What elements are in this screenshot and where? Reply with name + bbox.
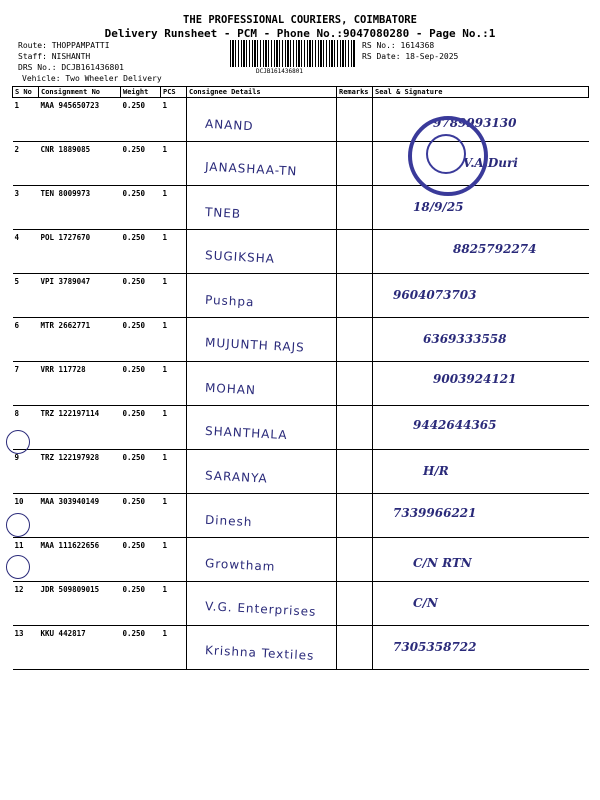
row-consignee-cell — [187, 98, 337, 142]
row-signature: V.A.Duri — [463, 156, 518, 170]
row-weight: 0.250 — [121, 626, 161, 670]
row-consignment-no: VRR 117728 — [39, 362, 121, 406]
table-header-row — [13, 87, 589, 98]
row-pcs: 1 — [161, 230, 187, 274]
col-remarks: Remarks — [337, 87, 373, 98]
table-row — [13, 450, 589, 494]
row-mark-circle-12 — [6, 555, 30, 579]
row-consignee-handwritten: Growtham — [204, 556, 276, 574]
row-sno: 11 — [13, 538, 39, 582]
row-consignee-handwritten: Dinesh — [204, 512, 253, 530]
row-signature: C/N — [413, 596, 438, 610]
row-sno: 13 — [13, 626, 39, 670]
row-signature-cell — [373, 450, 589, 494]
row-sno: 2 — [13, 142, 39, 186]
row-sno: 10 — [13, 494, 39, 538]
col-consignment: Consignment No — [39, 87, 121, 98]
row-consignee-handwritten: V.G. Enterprises — [204, 599, 317, 619]
row-remarks — [337, 362, 373, 406]
row-sno: 3 — [13, 186, 39, 230]
row-sno: 4 — [13, 230, 39, 274]
row-consignment-no: JDR 509809015 — [39, 582, 121, 626]
staff-label: Staff: NISHANTH — [18, 52, 91, 61]
row-signature: 9789993130 — [433, 116, 517, 130]
row-signature-cell — [373, 186, 589, 230]
row-remarks — [337, 538, 373, 582]
row-signature: 9442644365 — [413, 418, 497, 432]
rs-number: RS No.: 1614368 — [362, 41, 435, 50]
row-pcs: 1 — [161, 98, 187, 142]
row-signature-cell — [373, 230, 589, 274]
row-consignee-handwritten: SHANTHALA — [204, 423, 288, 443]
table-row — [13, 626, 589, 670]
row-consignee-cell — [187, 406, 337, 450]
runsheet-table — [12, 86, 589, 670]
row-consignment-no: VPI 3789047 — [39, 274, 121, 318]
route-label: Route: THOPPAMPATTI — [18, 41, 110, 50]
row-consignee-cell — [187, 582, 337, 626]
row-remarks — [337, 626, 373, 670]
row-pcs: 1 — [161, 186, 187, 230]
row-signature-cell — [373, 274, 589, 318]
row-pcs: 1 — [161, 538, 187, 582]
row-remarks — [337, 142, 373, 186]
row-pcs: 1 — [161, 318, 187, 362]
row-consignee-cell — [187, 186, 337, 230]
row-signature: 7339966221 — [393, 506, 477, 520]
barcode-text: DCJB161436801 — [256, 68, 303, 75]
row-consignee-cell — [187, 450, 337, 494]
row-pcs: 1 — [161, 142, 187, 186]
row-weight: 0.250 — [121, 142, 161, 186]
row-pcs: 1 — [161, 626, 187, 670]
row-weight: 0.250 — [121, 274, 161, 318]
row-consignee-cell — [187, 274, 337, 318]
row-weight: 0.250 — [121, 406, 161, 450]
row-sno: 7 — [13, 362, 39, 406]
row-mark-circle-9 — [6, 430, 30, 454]
row-sno: 6 — [13, 318, 39, 362]
row-pcs: 1 — [161, 274, 187, 318]
table-row — [13, 230, 589, 274]
table-row — [13, 494, 589, 538]
row-pcs: 1 — [161, 582, 187, 626]
row-signature: 6369333558 — [423, 332, 507, 346]
row-signature-cell — [373, 626, 589, 670]
row-remarks — [337, 494, 373, 538]
row-signature-cell — [373, 406, 589, 450]
row-signature: 9003924121 — [433, 372, 517, 386]
row-weight: 0.250 — [121, 538, 161, 582]
row-signature: 9604073703 — [393, 288, 477, 302]
row-sno: 12 — [13, 582, 39, 626]
row-weight: 0.250 — [121, 318, 161, 362]
row-pcs: 1 — [161, 450, 187, 494]
row-consignment-no: TEN 8009973 — [39, 186, 121, 230]
row-weight: 0.250 — [121, 450, 161, 494]
col-pcs: PCS — [161, 87, 187, 98]
col-sno: S No — [13, 87, 39, 98]
row-mark-circle-11 — [6, 513, 30, 537]
row-remarks — [337, 274, 373, 318]
table-row — [13, 98, 589, 142]
vehicle-label: Vehicle: Two Wheeler Delivery — [22, 74, 162, 83]
row-weight: 0.250 — [121, 582, 161, 626]
table-row — [13, 362, 589, 406]
drs-number: DRS No.: DCJB161436801 — [18, 63, 124, 72]
row-consignee-cell — [187, 230, 337, 274]
row-consignment-no: MTR 2662771 — [39, 318, 121, 362]
row-consignment-no: MAA 945650723 — [39, 98, 121, 142]
row-consignee-handwritten: ANAND — [204, 116, 254, 134]
col-signature: Seal & Signature — [373, 87, 589, 98]
row-consignee-cell — [187, 142, 337, 186]
row-consignment-no: KKU 442817 — [39, 626, 121, 670]
row-signature: 18/9/25 — [413, 200, 464, 214]
row-remarks — [337, 318, 373, 362]
row-consignee-cell — [187, 494, 337, 538]
row-consignee-handwritten: Pushpa — [204, 292, 255, 310]
row-consignee-handwritten: JANASHAA-TN — [204, 159, 298, 179]
row-remarks — [337, 186, 373, 230]
row-consignee-handwritten: SARANYA — [204, 468, 269, 486]
row-consignee-cell — [187, 362, 337, 406]
col-weight: Weight — [121, 87, 161, 98]
table-row — [13, 406, 589, 450]
row-sno: 5 — [13, 274, 39, 318]
row-consignment-no: TRZ 122197928 — [39, 450, 121, 494]
row-consignment-no: MAA 111622656 — [39, 538, 121, 582]
row-weight: 0.250 — [121, 98, 161, 142]
row-pcs: 1 — [161, 494, 187, 538]
row-signature-cell — [373, 582, 589, 626]
company-seal-stamp — [408, 116, 488, 196]
row-consignee-cell — [187, 318, 337, 362]
row-remarks — [337, 406, 373, 450]
row-sno: 8 — [13, 406, 39, 450]
row-remarks — [337, 98, 373, 142]
row-consignment-no: CNR 1889085 — [39, 142, 121, 186]
row-consignee-handwritten: TNEB — [204, 205, 242, 221]
row-consignee-handwritten: MOHAN — [204, 380, 257, 398]
row-pcs: 1 — [161, 362, 187, 406]
table-row — [13, 274, 589, 318]
company-title: THE PROFESSIONAL COURIERS, COIMBATORE — [183, 14, 417, 26]
row-remarks — [337, 582, 373, 626]
row-consignment-no: POL 1727670 — [39, 230, 121, 274]
table-row — [13, 538, 589, 582]
runsheet-subtitle: Delivery Runsheet - PCM - Phone No.:9047080280 - Page No.:1 — [104, 27, 496, 40]
row-consignment-no: TRZ 122197114 — [39, 406, 121, 450]
barcode-image — [230, 40, 356, 67]
row-consignee-cell — [187, 538, 337, 582]
rs-date: RS Date: 18-Sep-2025 — [362, 52, 459, 61]
row-signature: 8825792274 — [453, 242, 537, 256]
row-signature: H/R — [423, 464, 449, 478]
row-consignee-handwritten: MUJUNTH RAJS — [204, 335, 306, 355]
table-row — [13, 318, 589, 362]
table-row — [13, 142, 589, 186]
row-signature: 7305358722 — [393, 640, 477, 654]
row-signature: C/N RTN — [413, 556, 472, 570]
table-row — [13, 186, 589, 230]
row-weight: 0.250 — [121, 186, 161, 230]
row-weight: 0.250 — [121, 230, 161, 274]
row-pcs: 1 — [161, 406, 187, 450]
row-remarks — [337, 450, 373, 494]
row-consignee-handwritten: SUGIKSHA — [204, 248, 276, 266]
row-signature-cell — [373, 318, 589, 362]
row-consignee-handwritten: Krishna Textiles — [204, 643, 315, 663]
row-signature-cell — [373, 362, 589, 406]
row-sno: 1 — [13, 98, 39, 142]
row-signature-cell — [373, 494, 589, 538]
row-remarks — [337, 230, 373, 274]
col-consignee: Consignee Details — [187, 87, 337, 98]
row-weight: 0.250 — [121, 494, 161, 538]
row-consignee-cell — [187, 626, 337, 670]
row-signature-cell — [373, 538, 589, 582]
row-sno: 9 — [13, 450, 39, 494]
table-row — [13, 582, 589, 626]
row-weight: 0.250 — [121, 362, 161, 406]
row-consignment-no: MAA 303940149 — [39, 494, 121, 538]
